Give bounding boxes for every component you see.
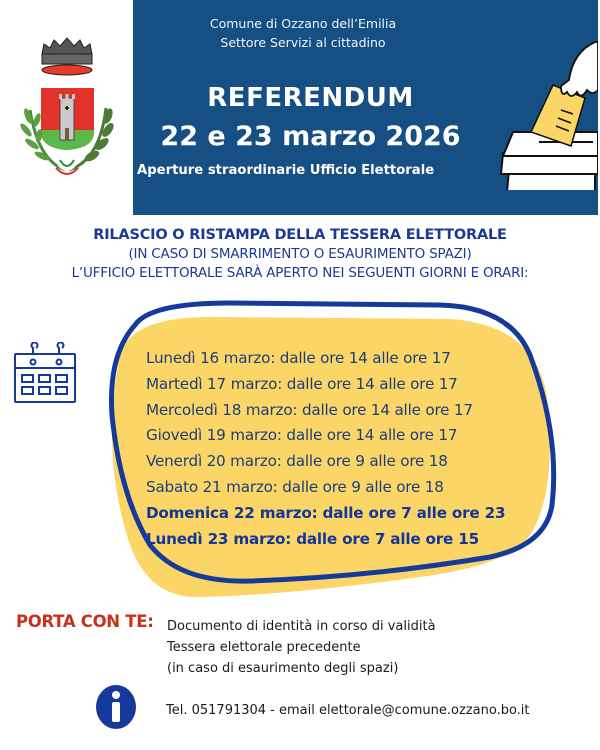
calendar-icon (12, 342, 80, 406)
bring-item: Documento di identità in corso di validità (167, 619, 436, 634)
contact-info: Tel. 051791304 - email elettorale@comune.ozzano.bo.it (166, 703, 530, 718)
intro-note: (IN CASO DI SMARRIMENTO O ESAURIMENTO SPAZI) (128, 246, 472, 262)
page-title: REFERENDUM (207, 83, 414, 113)
referendum-dates: 22 e 23 marzo 2026 (160, 121, 461, 152)
section-heading: RILASCIO O RISTAMPA DELLA TESSERA ELETTORALE (93, 227, 507, 243)
schedule-row-highlight: Domenica 22 marzo: dalle ore 7 alle ore 23 (146, 503, 506, 522)
ballot-box-icon (473, 40, 598, 190)
schedule-row: Giovedì 19 marzo: dalle ore 14 alle ore 17 (146, 426, 458, 445)
org-line-2: Settore Servizi al cittadino (220, 35, 386, 50)
org-line-1: Comune di Ozzano dell’Emilia (209, 16, 397, 31)
schedule-list (146, 346, 505, 552)
schedule-row: Venerdì 20 marzo: dalle ore 9 alle ore 18 (146, 452, 448, 471)
header-banner (133, 0, 598, 215)
info-icon (95, 684, 137, 730)
bring-item: Tessera elettorale precedente (167, 640, 361, 655)
schedule-row: Lunedì 16 marzo: dalle ore 14 alle ore 17 (146, 349, 451, 367)
bring-item: (in caso di esaurimento degli spazi) (167, 661, 399, 676)
organization-name (133, 14, 473, 52)
intro-section (0, 226, 600, 283)
header-subtitle: Aperture straordinarie Ufficio Elettorale (137, 163, 435, 178)
intro-opening-text: L’UFFICIO ELETTORALE SARÀ APERTO NEI SEGUENTI GIORNI E ORARI: (71, 265, 529, 281)
coat-of-arms-icon (8, 20, 126, 180)
schedule-row: Sabato 21 marzo: dalle ore 9 alle ore 18 (146, 477, 444, 496)
bring-list (167, 616, 436, 679)
schedule-row-highlight: Lunedì 23 marzo: dalle ore 7 alle ore 15 (146, 529, 479, 548)
bring-label: PORTA CON TE: (16, 612, 154, 631)
schedule-row: Martedì 17 marzo: dalle ore 14 alle ore 17 (146, 374, 458, 393)
schedule-row: Mercoledì 18 marzo: dalle ore 14 alle ore 17 (146, 400, 473, 419)
